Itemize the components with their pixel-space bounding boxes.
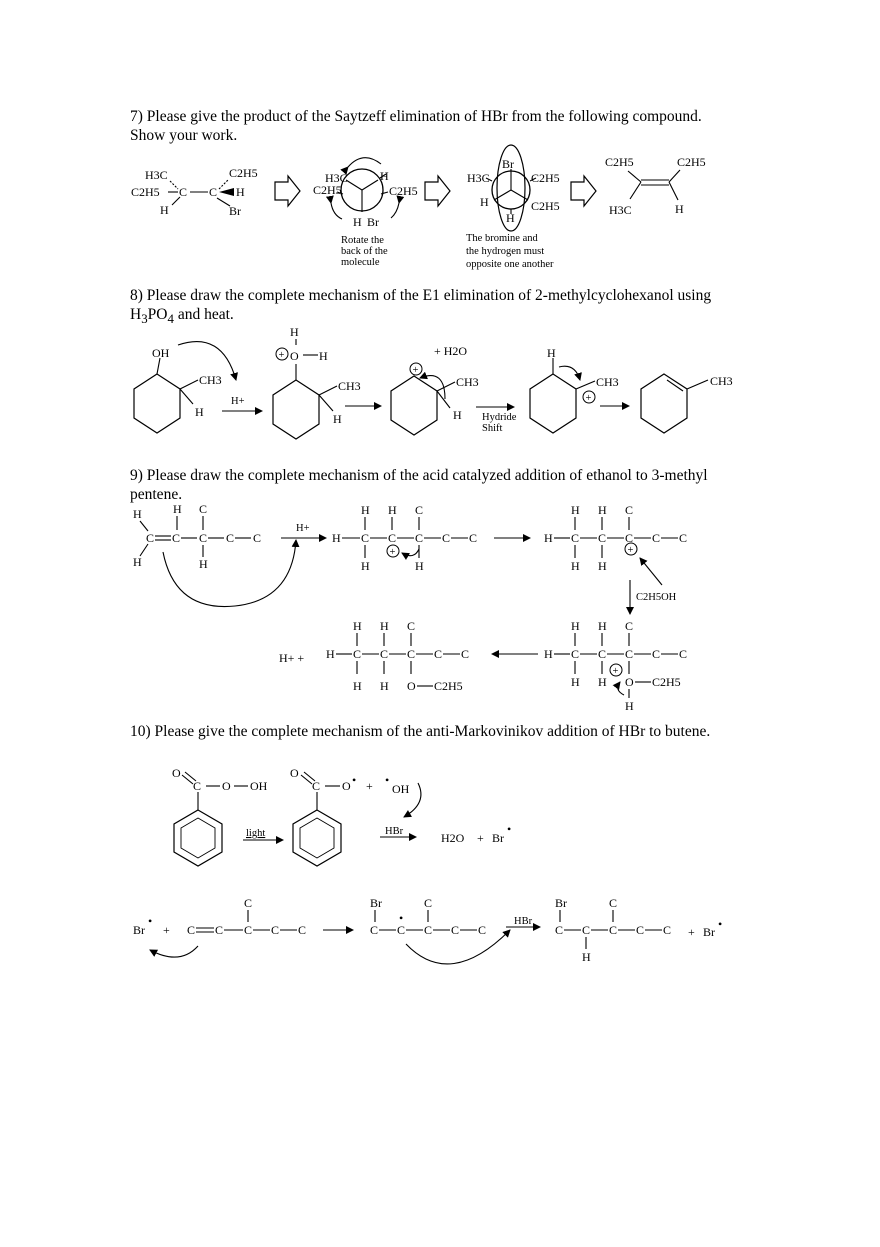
label-h-plus: H+ — [296, 523, 310, 534]
radical-dot: • — [148, 914, 153, 928]
cyclohexanol — [134, 342, 236, 433]
note-rotate — [341, 235, 388, 268]
label-c: C — [609, 896, 618, 910]
question-10-text: 10) Please give the complete mechanism of the anti-Markovinikov addition of HBr to butene. — [130, 723, 711, 740]
label-c: C — [199, 502, 208, 516]
label-c: C — [146, 531, 155, 545]
bond — [319, 395, 333, 411]
label-c: C — [625, 619, 634, 633]
tertiary-carbocation — [530, 346, 619, 433]
secondary-carbocation — [332, 503, 477, 573]
bond — [628, 171, 641, 182]
label-h: H — [195, 405, 204, 419]
label-oh: OH — [250, 779, 268, 793]
label-h3c: H3C — [467, 171, 490, 185]
open-arrow — [425, 176, 450, 206]
label-h3c: H3C — [145, 168, 168, 182]
label-c2h5: C2H5 — [389, 184, 418, 198]
label-c: C — [571, 647, 580, 661]
scheme-8 — [134, 325, 733, 439]
label-c: C — [193, 779, 202, 793]
double-bond — [301, 775, 312, 784]
label-water: H2O — [441, 831, 465, 845]
cyclohexane-ring — [391, 376, 437, 435]
plus-sign: + — [585, 393, 592, 404]
label-c: C — [478, 923, 487, 937]
label-c2h5: C2H5 — [131, 185, 160, 199]
label-c2h5: C2H5 — [677, 155, 706, 169]
label-c: C — [451, 923, 460, 937]
bond — [346, 180, 362, 190]
label-c: C — [424, 896, 433, 910]
label-c: C — [209, 185, 218, 199]
label-h: H — [353, 679, 362, 693]
label-h: H — [380, 619, 389, 633]
scheme-7 — [131, 145, 706, 270]
label-h: H — [453, 408, 462, 422]
label-o: O — [342, 779, 351, 793]
label-c: C — [609, 923, 618, 937]
plus-sign: + — [366, 779, 373, 793]
label-c: C — [244, 896, 253, 910]
plus-sign: + — [688, 925, 695, 939]
wedge-bond — [219, 188, 234, 196]
bond — [669, 182, 678, 200]
label-h: H — [353, 215, 362, 229]
label-br: Br — [555, 896, 567, 910]
label-c: C — [625, 647, 634, 661]
label-br: Br — [133, 923, 145, 937]
label-c: C — [370, 923, 379, 937]
label-shift: Shift — [482, 423, 503, 434]
ether-product — [279, 619, 469, 693]
open-arrow — [571, 176, 596, 206]
bond — [381, 192, 388, 194]
label-h: H — [133, 507, 142, 521]
bond — [630, 182, 641, 199]
open-arrow — [275, 176, 300, 206]
plus-sign: + — [477, 831, 484, 845]
label-c: C — [679, 531, 688, 545]
label-c2h5: C2H5 — [434, 679, 463, 693]
label-c: C — [598, 531, 607, 545]
label-hydride: Hydride — [482, 412, 517, 423]
label-c: C — [199, 531, 208, 545]
subscript-3: 3 — [141, 311, 148, 327]
bond — [180, 380, 198, 389]
label-h: H — [598, 675, 607, 689]
question-7-text: 7) Please give the product of the Saytzeff elimination of HBr from the following compound. Show your work. — [130, 108, 702, 144]
cyclohexane-ring — [134, 374, 180, 433]
label-o: O — [222, 779, 231, 793]
label-oh: OH — [392, 782, 410, 796]
label-c: C — [187, 923, 196, 937]
label-c: C — [424, 923, 433, 937]
plus-sign: + — [389, 547, 396, 558]
label-c: C — [407, 619, 416, 633]
bond — [687, 380, 708, 389]
label-h: H — [547, 346, 556, 360]
scheme-9 — [133, 502, 687, 713]
bromobutane-product — [555, 896, 722, 964]
label-h: H — [506, 211, 515, 225]
label-c2h5: C2H5 — [531, 199, 560, 213]
label-h: H — [333, 412, 342, 426]
label-c: C — [469, 531, 478, 545]
label-c: C — [461, 647, 470, 661]
label-c: C — [582, 923, 591, 937]
svg-text:molecule: molecule — [341, 257, 380, 268]
label-br: Br — [492, 831, 504, 845]
label-c2h5: C2H5 — [652, 675, 681, 689]
bond — [170, 181, 178, 189]
double-bond — [182, 775, 193, 784]
scheme-10 — [133, 766, 722, 964]
label-c: C — [298, 923, 307, 937]
label-c: C — [636, 923, 645, 937]
curved-arrow — [150, 946, 198, 957]
bond — [217, 198, 230, 206]
label-c: C — [172, 531, 181, 545]
plus-sign: + — [412, 365, 419, 376]
alkyl-radical — [370, 896, 510, 964]
label-h: H — [332, 531, 341, 545]
label-h: H — [415, 559, 424, 573]
radical-dot: • — [507, 822, 512, 836]
label-ch3: CH3 — [710, 374, 733, 388]
label-c: C — [226, 531, 235, 545]
label-h: H — [625, 699, 634, 713]
bond — [140, 521, 148, 531]
methylcyclohexene — [641, 374, 733, 433]
question-9-text: 9) Please draw the complete mechanism of the acid catalyzed addition of ethanol to 3-methyl pentene. — [130, 467, 708, 503]
label-c2h5: C2H5 — [229, 166, 258, 180]
svg-text:The bromine and: The bromine and — [466, 233, 538, 244]
note-opposite — [466, 233, 554, 270]
label-h: H — [388, 503, 397, 517]
cyclohexane-ring — [530, 374, 576, 433]
bond — [172, 197, 180, 205]
label-h3c: H3C — [325, 171, 348, 185]
benzoyloxy-radical — [290, 766, 421, 866]
label-o: O — [407, 679, 416, 693]
label-br: Br — [370, 896, 382, 910]
label-c2h5: C2H5 — [605, 155, 634, 169]
label-h: H — [199, 557, 208, 571]
question-8-po: PO — [147, 306, 168, 323]
radical-dot: • — [718, 917, 723, 931]
bond — [180, 389, 193, 404]
label-h: H — [160, 203, 169, 217]
bond — [437, 391, 450, 408]
label-c: C — [361, 531, 370, 545]
label-o: O — [172, 766, 181, 780]
label-h: H — [480, 195, 489, 209]
butene — [187, 896, 306, 937]
initiation-products — [441, 822, 511, 845]
label-c: C — [679, 647, 688, 661]
label-c: C — [415, 531, 424, 545]
tertiary-carbocation — [544, 503, 687, 585]
radical-dot: • — [352, 773, 357, 787]
label-c: C — [663, 923, 672, 937]
rotation-arrow — [331, 203, 342, 219]
label-h: H — [380, 169, 389, 183]
label-h: H — [353, 619, 362, 633]
label-h: H — [319, 349, 328, 363]
label-c: C — [442, 531, 451, 545]
label-c: C — [253, 531, 262, 545]
label-h: H — [571, 619, 580, 633]
rotation-arrow — [391, 203, 399, 218]
protonated-alcohol — [273, 325, 361, 439]
label-c: C — [625, 503, 634, 517]
curved-arrow — [163, 540, 296, 607]
label-c: C — [652, 647, 661, 661]
label-c: C — [353, 647, 362, 661]
starting-compound — [131, 166, 258, 218]
label-h: H — [571, 675, 580, 689]
plus-sign: + — [612, 666, 619, 677]
label-h-plus: H+ — [231, 396, 245, 407]
bond — [140, 544, 148, 556]
label-ch3: CH3 — [199, 373, 222, 387]
label-c: C — [215, 923, 224, 937]
label-br: Br — [703, 925, 715, 939]
label-h3c: H3C — [609, 203, 632, 217]
benzene-inner-ring — [181, 818, 215, 858]
label-h: H — [544, 647, 553, 661]
label-c: C — [388, 531, 397, 545]
curved-arrow — [402, 549, 419, 556]
label-c: C — [571, 531, 580, 545]
label-h: H — [571, 503, 580, 517]
question-8-text: 8) Please draw the complete mechanism of the E1 elimination of 2-methylcyclohexanol using H — [130, 287, 712, 323]
label-c: C — [434, 647, 443, 661]
curved-arrow — [559, 366, 580, 380]
label-o: O — [290, 766, 299, 780]
bond — [437, 382, 455, 391]
label-h: H — [598, 503, 607, 517]
bond — [219, 180, 228, 189]
secondary-carbocation — [391, 363, 479, 435]
bond — [319, 386, 337, 395]
label-br: Br — [229, 204, 241, 218]
oxonium-intermediate — [544, 619, 687, 713]
plus-sign: + — [163, 923, 170, 937]
label-plus-water: + H2O — [434, 344, 468, 358]
label-hbr: HBr — [385, 826, 404, 837]
bond — [362, 180, 378, 190]
benzene-inner-ring — [300, 818, 334, 858]
svg-text:Rotate the: Rotate the — [341, 235, 384, 246]
label-h: H — [544, 531, 553, 545]
radical-dot: • — [385, 773, 390, 787]
label-ch3: CH3 — [456, 375, 479, 389]
nucleophile-arrow — [640, 558, 662, 585]
label-h: H — [675, 202, 684, 216]
label-o: O — [625, 675, 634, 689]
svg-text:the hydrogen must: the hydrogen must — [466, 246, 545, 257]
label-h: H — [326, 647, 335, 661]
rotation-arrow — [348, 158, 381, 167]
label-c: C — [244, 923, 253, 937]
label-h: H — [133, 555, 142, 569]
plus-sign: + — [278, 350, 285, 361]
label-ethanol: C2H5OH — [636, 592, 677, 603]
label-h: H — [173, 502, 182, 516]
curved-arrow — [420, 376, 445, 399]
label-br: Br — [502, 157, 514, 171]
label-h: H — [571, 559, 580, 573]
label-c: C — [598, 647, 607, 661]
benzoyl-peroxide — [172, 766, 268, 866]
newman-projection-1 — [313, 158, 418, 268]
label-h: H — [598, 559, 607, 573]
label-h: H — [582, 950, 591, 964]
cyclohexane-ring — [641, 374, 687, 433]
label-h: H — [361, 503, 370, 517]
label-c: C — [407, 647, 416, 661]
alkene-product — [605, 155, 706, 217]
label-ch3: CH3 — [338, 379, 361, 393]
label-h: H — [361, 559, 370, 573]
cyclohexane-ring — [273, 380, 319, 439]
label-h: H — [380, 679, 389, 693]
label-h: H — [236, 185, 245, 199]
label-c: C — [652, 531, 661, 545]
label-c: C — [415, 503, 424, 517]
label-light: light — [246, 828, 266, 839]
bond — [669, 170, 680, 182]
label-c: C — [380, 647, 389, 661]
label-o: O — [290, 349, 299, 363]
label-h-plus: H+ + — [279, 651, 305, 665]
curved-arrow — [618, 682, 624, 695]
subscript-4: 4 — [167, 311, 174, 327]
methylpentene — [133, 502, 296, 607]
label-c2h5: C2H5 — [531, 171, 560, 185]
label-c: C — [625, 531, 634, 545]
svg-text:back of the: back of the — [341, 246, 388, 257]
question-8-tail: and heat. — [173, 306, 234, 323]
label-c: C — [555, 923, 564, 937]
label-h: H — [598, 619, 607, 633]
label-hbr: HBr — [514, 916, 533, 927]
svg-text:opposite one another: opposite one another — [466, 259, 554, 270]
label-h: H — [290, 325, 299, 339]
label-c: C — [312, 779, 321, 793]
radical-dot: • — [399, 911, 404, 925]
label-ch3: CH3 — [596, 375, 619, 389]
plus-sign: + — [627, 545, 634, 556]
label-br: Br — [367, 215, 379, 229]
label-oh: OH — [152, 346, 170, 360]
bond — [576, 381, 595, 389]
label-c: C — [397, 923, 406, 937]
label-c: C — [179, 185, 188, 199]
newman-projection-2 — [466, 145, 560, 270]
label-c: C — [271, 923, 280, 937]
label-c2h5: C2H5 — [313, 183, 342, 197]
bond — [157, 358, 160, 374]
